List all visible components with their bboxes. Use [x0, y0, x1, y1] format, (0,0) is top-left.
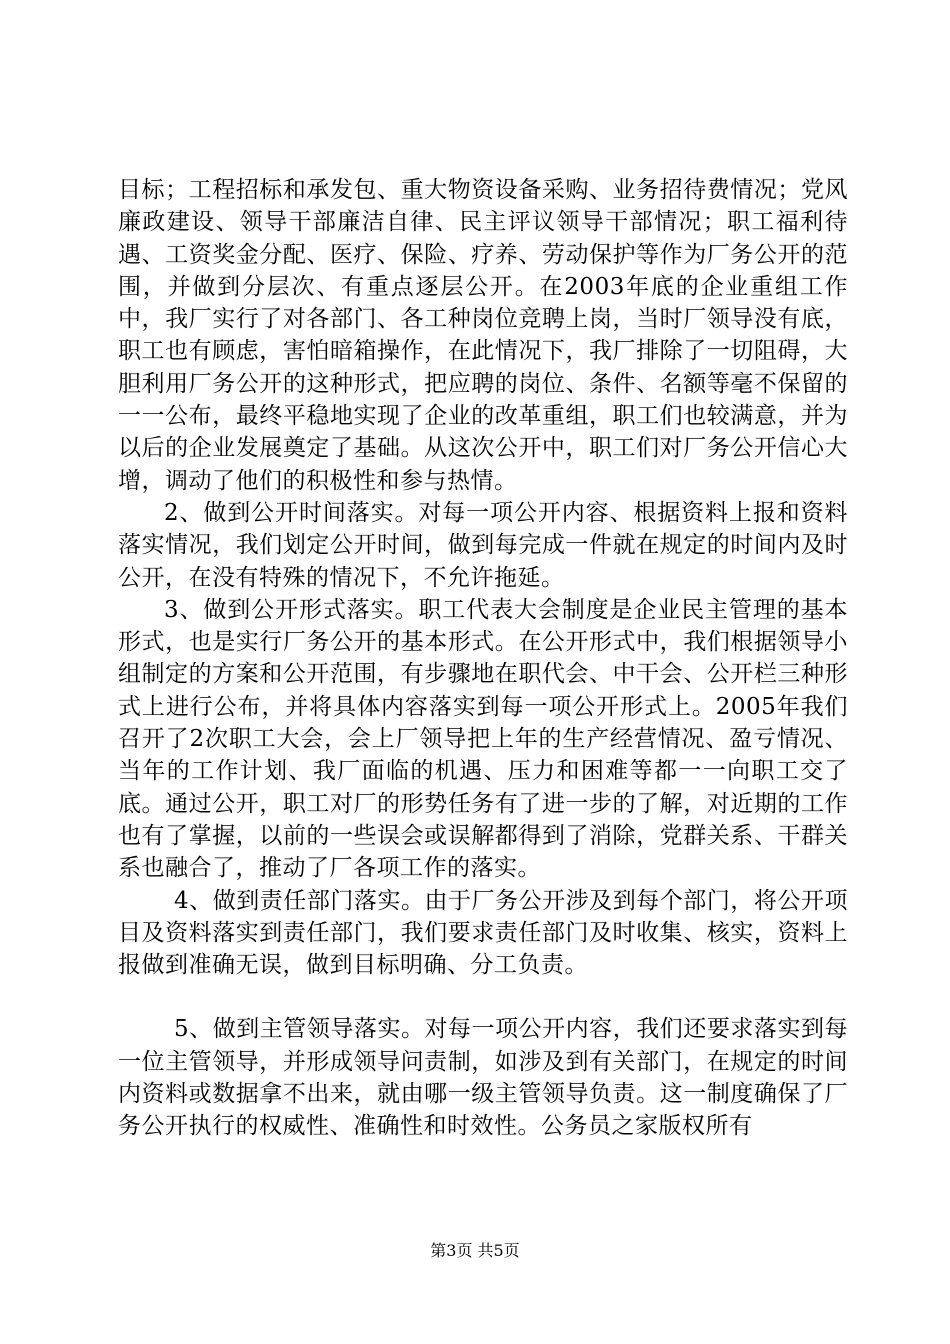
paragraph-leader: 5、做到主管领导落实。对每一项公开内容，我们还要求落实到每一位主管领导，并形成领导问责制，如涉及到有关部门，在规定的时间内资料或数据拿不出来，就由哪一级主管领导负责。这一制度确保了厂务公开执行的权威性、准确性和时效性。公务员之家版权所有 [118, 1016, 848, 1140]
paragraph-form: 3、做到公开形式落实。职工代表大会制度是企业民主管理的基本形式，也是实行厂务公开的基本形式。在公开形式中，我们根据领导小组制定的方案和公开范围，有步骤地在职代会、中干会、公开栏三种形式上进行公布，并将具体内容落实到每一项公开形式上。2005年我们召开了2次职工大会，会上厂领导把上年的生产经营情况、盈亏情况、当年的工作计划、我厂面临的机遇、压力和困难等都一一向职工交了底。通过公开，职工对厂的形势任务有了进一步的了解，对近期的工作也有了掌握，以前的一些误会或误解都得到了消除，党群关系、干群关系也融合了，推动了厂各项工作的落实。 [118, 596, 848, 882]
paragraph-scope: 目标；工程招标和承发包、重大物资设备采购、业务招待费情况；党风廉政建设、领导干部廉洁自律、民主评议领导干部情况；职工福利待遇、工资奖金分配、医疗、保险、疗养、劳动保护等作为厂务公开的范围，并做到分层次、有重点逐层公开。在2003年底的企业重组工作中，我厂实行了对各部门、各工种岗位竞聘上岗，当时厂领导没有底，职工也有顾虑，害怕暗箱操作，在此情况下，我厂排除了一切阻碍，大胆利用厂务公开的这种形式，把应聘的岗位、条件、名额等毫不保留的一一公布，最终平稳地实现了企业的改革重组，职工们也较满意，并为以后的企业发展奠定了基础。从这次公开中，职工们对厂务公开信心大增，调动了他们的积极性和参与热情。 [118, 177, 848, 494]
paragraph-time: 2、做到公开时间落实。对每一项公开内容、根据资料上报和资料落实情况，我们划定公开时间，做到每完成一件就在规定的时间内及时公开，在没有特殊的情况下，不允许拖延。 [118, 499, 848, 591]
paragraph-department: 4、做到责任部门落实。由于厂务公开涉及到每个部门，将公开项目及资料落实到责任部门，我们要求责任部门及时收集、核实，资料上报做到准确无误，做到目标明确、分工负责。 [118, 887, 848, 979]
document-body [118, 174, 848, 1143]
page-number: 第3页 共5页 [430, 1241, 520, 1260]
